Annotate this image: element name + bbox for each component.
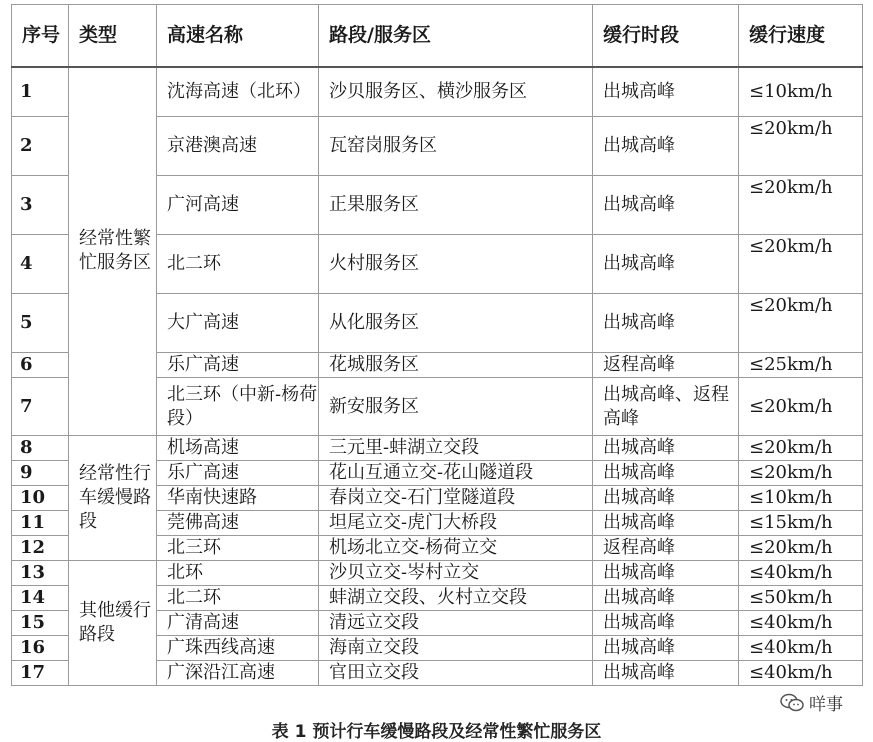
row-segment: 春岗立交-石门堂隧道段 (319, 486, 593, 511)
row-period: 出城高峰 (593, 611, 739, 636)
row-period: 出城高峰 (593, 235, 739, 294)
header-segment: 路段/服务区 (319, 5, 593, 67)
row-type: 经常性繁忙服务区 (69, 67, 157, 436)
row-number: 5 (12, 294, 69, 353)
header-no: 序号 (12, 5, 69, 67)
row-period: 出城高峰 (593, 486, 739, 511)
row-segment: 机场北立交-杨荷立交 (319, 536, 593, 561)
row-period: 出城高峰 (593, 561, 739, 586)
row-highway: 北三环（中新-杨荷段） (157, 378, 319, 436)
row-number: 1 (12, 67, 69, 117)
header-speed: 缓行速度 (739, 5, 863, 67)
row-number: 16 (12, 636, 69, 661)
row-highway: 广清高速 (157, 611, 319, 636)
row-period: 出城高峰 (593, 67, 739, 117)
header-highway: 高速名称 (157, 5, 319, 67)
row-highway: 京港澳高速 (157, 117, 319, 176)
row-highway: 华南快速路 (157, 486, 319, 511)
header-period: 缓行时段 (593, 5, 739, 67)
row-speed: ≤20km/h (739, 235, 863, 294)
row-highway: 大广高速 (157, 294, 319, 353)
watermark (780, 690, 843, 715)
row-number: 15 (12, 611, 69, 636)
row-speed: ≤10km/h (739, 67, 863, 117)
row-period: 出城高峰 (593, 661, 739, 686)
row-segment: 花城服务区 (319, 353, 593, 378)
row-period: 出城高峰 (593, 636, 739, 661)
row-segment: 三元里-蚌湖立交段 (319, 436, 593, 461)
row-highway: 北二环 (157, 586, 319, 611)
row-highway: 北二环 (157, 235, 319, 294)
table-row (12, 436, 863, 461)
row-highway: 机场高速 (157, 436, 319, 461)
row-segment: 正果服务区 (319, 176, 593, 235)
row-highway: 广深沿江高速 (157, 661, 319, 686)
row-period: 出城高峰 (593, 117, 739, 176)
row-period: 出城高峰 (593, 511, 739, 536)
row-highway: 北三环 (157, 536, 319, 561)
row-segment: 瓦窑岗服务区 (319, 117, 593, 176)
row-number: 14 (12, 586, 69, 611)
row-speed: ≤20km/h (739, 176, 863, 235)
row-speed: ≤10km/h (739, 486, 863, 511)
table-caption: 表 1 预计行车缓慢路段及经常性繁忙服务区 (271, 722, 602, 742)
row-speed: ≤20km/h (739, 461, 863, 486)
row-segment: 坦尾立交-虎门大桥段 (319, 511, 593, 536)
row-segment: 沙贝服务区、横沙服务区 (319, 67, 593, 117)
row-number: 8 (12, 436, 69, 461)
row-period: 返程高峰 (593, 536, 739, 561)
row-number: 12 (12, 536, 69, 561)
row-speed: ≤40km/h (739, 611, 863, 636)
row-number: 6 (12, 353, 69, 378)
row-speed: ≤20km/h (739, 378, 863, 436)
row-speed: ≤20km/h (739, 294, 863, 353)
row-highway: 广珠西线高速 (157, 636, 319, 661)
row-period: 出城高峰、返程高峰 (593, 378, 739, 436)
row-segment: 海南立交段 (319, 636, 593, 661)
congestion-table (11, 4, 863, 686)
row-number: 4 (12, 235, 69, 294)
wechat-icon (780, 693, 804, 713)
row-segment: 蚌湖立交段、火村立交段 (319, 586, 593, 611)
row-number: 17 (12, 661, 69, 686)
row-speed: ≤50km/h (739, 586, 863, 611)
row-segment: 从化服务区 (319, 294, 593, 353)
header-row (12, 5, 863, 67)
row-highway: 莞佛高速 (157, 511, 319, 536)
header-type: 类型 (69, 5, 157, 67)
row-highway: 乐广高速 (157, 461, 319, 486)
row-period: 出城高峰 (593, 176, 739, 235)
row-speed: ≤40km/h (739, 561, 863, 586)
row-speed: ≤40km/h (739, 661, 863, 686)
row-period: 出城高峰 (593, 294, 739, 353)
row-type: 经常性行车缓慢路段 (69, 436, 157, 561)
row-period: 出城高峰 (593, 461, 739, 486)
row-segment: 火村服务区 (319, 235, 593, 294)
row-speed: ≤20km/h (739, 436, 863, 461)
row-number: 9 (12, 461, 69, 486)
row-number: 13 (12, 561, 69, 586)
row-number: 11 (12, 511, 69, 536)
row-highway: 乐广高速 (157, 353, 319, 378)
row-segment: 官田立交段 (319, 661, 593, 686)
table-row (12, 67, 863, 117)
row-number: 2 (12, 117, 69, 176)
row-speed: ≤25km/h (739, 353, 863, 378)
watermark-text: 咩事 (809, 695, 843, 715)
row-highway: 北环 (157, 561, 319, 586)
row-period: 出城高峰 (593, 586, 739, 611)
row-segment: 清远立交段 (319, 611, 593, 636)
row-segment: 沙贝立交-岑村立交 (319, 561, 593, 586)
row-period: 返程高峰 (593, 353, 739, 378)
row-speed: ≤20km/h (739, 117, 863, 176)
row-highway: 沈海高速（北环） (157, 67, 319, 117)
row-type: 其他缓行路段 (69, 561, 157, 686)
table-row (12, 561, 863, 586)
row-speed: ≤15km/h (739, 511, 863, 536)
row-period: 出城高峰 (593, 436, 739, 461)
row-highway: 广河高速 (157, 176, 319, 235)
row-number: 10 (12, 486, 69, 511)
row-number: 7 (12, 378, 69, 436)
row-segment: 花山互通立交-花山隧道段 (319, 461, 593, 486)
row-number: 3 (12, 176, 69, 235)
row-speed: ≤20km/h (739, 536, 863, 561)
row-speed: ≤40km/h (739, 636, 863, 661)
row-segment: 新安服务区 (319, 378, 593, 436)
